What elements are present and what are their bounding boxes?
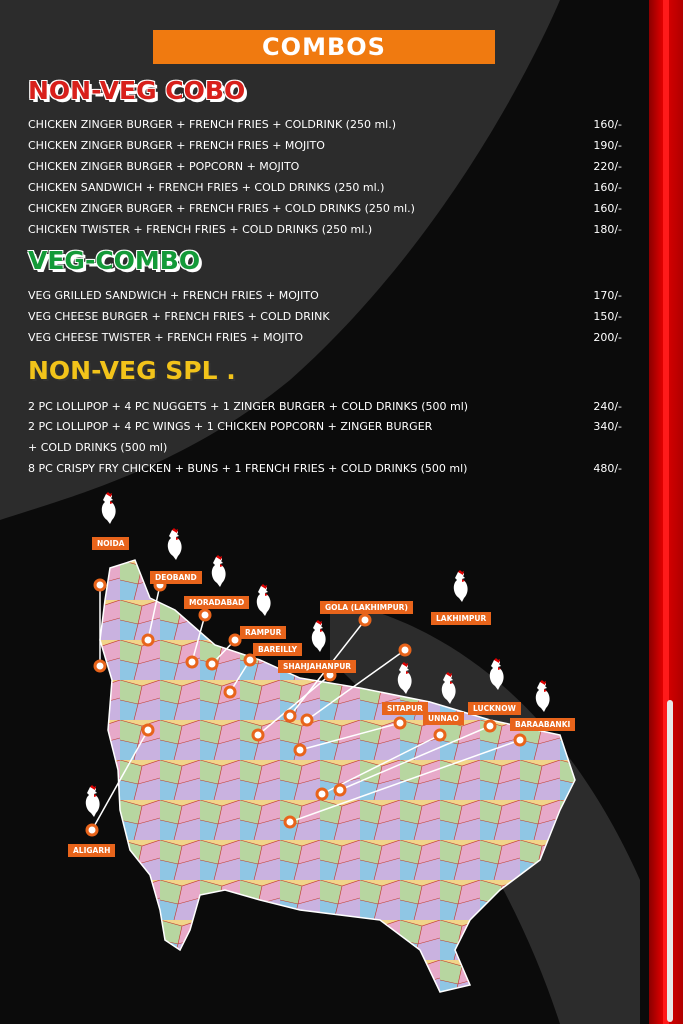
item-price: 340/- xyxy=(593,420,622,433)
city-label-moradabad: MORADABAD xyxy=(184,596,249,609)
city-label-sitapur: SITAPUR xyxy=(382,702,428,715)
city-label-baraabanki: BARAABANKI xyxy=(510,718,575,731)
item-price: 200/- xyxy=(593,331,622,344)
rooster-icon xyxy=(486,658,508,692)
rooster-icon xyxy=(450,570,472,604)
item-name: 8 PC CRISPY FRY CHICKEN + BUNS + 1 FRENCH FRIES + COLD DRINKS (500 ml) xyxy=(28,462,468,475)
menu-row xyxy=(28,397,622,417)
city-label-deoband: DEOBAND xyxy=(150,571,202,584)
rooster-icon xyxy=(253,584,275,618)
page-title: COMBOS xyxy=(262,33,386,61)
city-label-lakhimpur: LAKHIMPUR xyxy=(431,612,491,625)
item-price: 160/- xyxy=(593,118,622,131)
section-title-nonveg-special: NON-VEG SPL . xyxy=(28,356,236,385)
menu-row xyxy=(28,178,622,198)
item-price: 160/- xyxy=(593,181,622,194)
city-label-unnao: UNNAO xyxy=(423,712,464,725)
item-name: VEG CHEESE BURGER + FRENCH FRIES + COLD DRINK xyxy=(28,310,330,323)
city-label-rampur: RAMPUR xyxy=(240,626,286,639)
rooster-icon xyxy=(208,555,230,589)
item-price: 150/- xyxy=(593,310,622,323)
combos-banner xyxy=(153,30,495,64)
item-price: 180/- xyxy=(593,223,622,236)
item-name: VEG CHEESE TWISTER + FRENCH FRIES + MOJITO xyxy=(28,331,304,344)
rooster-icon xyxy=(438,672,460,706)
item-price: 160/- xyxy=(593,202,622,215)
item-price: 240/- xyxy=(593,400,622,413)
menu-row xyxy=(28,328,622,348)
item-price: 480/- xyxy=(593,462,622,475)
sidebar-stripe xyxy=(649,0,683,1024)
item-name: CHICKEN ZINGER BURGER + FRENCH FRIES + MOJITO xyxy=(28,139,325,152)
rooster-icon xyxy=(532,680,554,714)
rooster-icon xyxy=(98,492,120,526)
item-price: 190/- xyxy=(593,139,622,152)
item-price: 220/- xyxy=(593,160,622,173)
city-label-gola-lakhimpur: GOLA (LAKHIMPUR) xyxy=(320,601,413,614)
scrollbar-thumb[interactable] xyxy=(667,700,673,1022)
city-label-shahjahanpur: SHAHJAHANPUR xyxy=(278,660,356,673)
item-name: CHICKEN TWISTER + FRENCH FRIES + COLD DRINKS (250 ml.) xyxy=(28,223,373,236)
item-name: CHICKEN ZINGER BURGER + FRENCH FRIES + COLDRINK (250 ml.) xyxy=(28,118,397,131)
item-name: CHICKEN ZINGER BURGER + POPCORN + MOJITO xyxy=(28,160,300,173)
section-title-nonveg-combo: NON-VEG COBO xyxy=(28,76,246,105)
menu-row xyxy=(28,157,622,177)
menu-row xyxy=(28,115,622,135)
item-name: 2 PC LOLLIPOP + 4 PC NUGGETS + 1 ZINGER BURGER + COLD DRINKS (500 ml) xyxy=(28,400,469,413)
menu-row xyxy=(28,417,622,437)
city-label-noida: NOIDA xyxy=(92,537,129,550)
item-name: VEG GRILLED SANDWICH + FRENCH FRIES + MOJITO xyxy=(28,289,319,302)
rooster-icon xyxy=(82,785,104,819)
item-name: + COLD DRINKS (500 ml) xyxy=(28,441,168,454)
item-name: CHICKEN SANDWICH + FRENCH FRIES + COLD DRINKS (250 ml.) xyxy=(28,181,385,194)
menu-row xyxy=(28,438,622,458)
menu-row xyxy=(28,199,622,219)
menu-row xyxy=(28,459,622,479)
menu-row xyxy=(28,136,622,156)
menu-row xyxy=(28,286,622,306)
item-name: CHICKEN ZINGER BURGER + FRENCH FRIES + COLD DRINKS (250 ml.) xyxy=(28,202,415,215)
rooster-icon xyxy=(308,620,330,654)
city-label-lucknow: LUCKNOW xyxy=(468,702,521,715)
menu-row xyxy=(28,220,622,240)
item-price: 170/- xyxy=(593,289,622,302)
menu-row xyxy=(28,307,622,327)
city-label-aligarh: ALIGARH xyxy=(68,844,115,857)
rooster-icon xyxy=(394,662,416,696)
rooster-icon xyxy=(164,528,186,562)
city-label-bareilly: BAREILLY xyxy=(253,643,302,656)
section-title-veg-combo: VEG-COMBO xyxy=(28,246,201,275)
item-name: 2 PC LOLLIPOP + 4 PC WINGS + 1 CHICKEN POPCORN + ZINGER BURGER xyxy=(28,420,433,433)
state-map xyxy=(0,480,640,1024)
